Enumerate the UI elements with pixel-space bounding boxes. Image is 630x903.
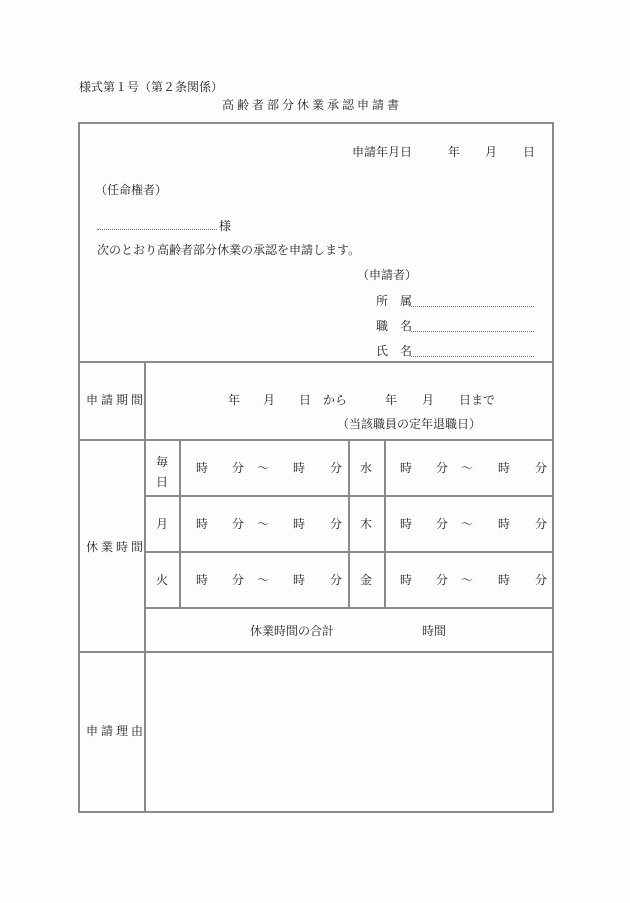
reason-label: 申請理由 xyxy=(86,724,147,738)
form-number: 様式第１号（第２条関係） xyxy=(79,80,224,94)
tilde: ～ xyxy=(461,461,474,475)
application-month-unit: 月 xyxy=(485,145,498,159)
tilde: ～ xyxy=(257,573,270,587)
minute-unit: 分 xyxy=(436,573,449,587)
hour-unit: 時 xyxy=(293,517,306,531)
minute-unit: 分 xyxy=(535,517,548,531)
period-start-year: 年 xyxy=(228,393,241,407)
period-end-year: 年 xyxy=(385,393,398,407)
period-from: から xyxy=(323,393,348,407)
hour-unit: 時 xyxy=(400,517,413,531)
leave-hours-label: 休業時間 xyxy=(86,540,147,554)
day-label-tue: 火 xyxy=(156,573,169,587)
minute-unit: 分 xyxy=(535,573,548,587)
name-field[interactable] xyxy=(411,356,534,357)
position-field[interactable] xyxy=(411,331,534,332)
hour-unit: 時 xyxy=(498,573,511,587)
applicant-label: （申請者） xyxy=(357,268,418,282)
minute-unit: 分 xyxy=(535,461,548,475)
reason-field[interactable] xyxy=(146,653,550,809)
day-label-everyday: 毎日 xyxy=(156,455,169,489)
hour-unit: 時 xyxy=(196,461,209,475)
form-title: 高齢者部分休業承認申請書 xyxy=(222,98,403,112)
application-year-unit: 年 xyxy=(448,145,461,159)
hour-unit: 時 xyxy=(293,461,306,475)
minute-unit: 分 xyxy=(330,573,343,587)
appointer-label: （任命権者） xyxy=(95,183,168,197)
position-label: 職 名 xyxy=(376,319,413,333)
period-until: 日まで xyxy=(459,393,496,407)
hour-unit: 時 xyxy=(196,573,209,587)
hour-unit: 時 xyxy=(400,573,413,587)
application-day-unit: 日 xyxy=(523,145,536,159)
minute-unit: 分 xyxy=(436,461,449,475)
honorific: 様 xyxy=(219,219,232,233)
day-label-fri: 金 xyxy=(360,573,373,587)
application-date-label: 申請年月日 xyxy=(352,145,413,159)
minute-unit: 分 xyxy=(330,461,343,475)
period-label: 申請期間 xyxy=(86,393,147,407)
period-note: （当該職員の定年退職日） xyxy=(337,417,482,431)
hour-unit: 時 xyxy=(400,461,413,475)
tilde: ～ xyxy=(461,517,474,531)
day-label-mon: 月 xyxy=(156,517,169,531)
name-label: 氏 名 xyxy=(376,344,413,358)
hour-unit: 時 xyxy=(498,517,511,531)
period-start-day: 日 xyxy=(299,393,312,407)
period-start-month: 月 xyxy=(263,393,276,407)
affiliation-field[interactable] xyxy=(411,306,534,307)
day-label-thu: 木 xyxy=(360,517,373,531)
hour-unit: 時 xyxy=(196,517,209,531)
minute-unit: 分 xyxy=(436,517,449,531)
appointer-name-field[interactable] xyxy=(97,229,217,230)
affiliation-label: 所 属 xyxy=(376,294,413,308)
hour-unit: 時 xyxy=(293,573,306,587)
minute-unit: 分 xyxy=(232,573,245,587)
tilde: ～ xyxy=(257,517,270,531)
day-label-wed: 水 xyxy=(360,461,373,475)
statement: 次のとおり高齢者部分休業の承認を申請します。 xyxy=(97,243,361,257)
minute-unit: 分 xyxy=(232,517,245,531)
tilde: ～ xyxy=(257,461,270,475)
tilde: ～ xyxy=(461,573,474,587)
total-label: 休業時間の合計 xyxy=(250,624,335,638)
period-end-month: 月 xyxy=(422,393,435,407)
minute-unit: 分 xyxy=(232,461,245,475)
hour-unit: 時 xyxy=(498,461,511,475)
minute-unit: 分 xyxy=(330,517,343,531)
total-unit: 時間 xyxy=(422,624,447,638)
